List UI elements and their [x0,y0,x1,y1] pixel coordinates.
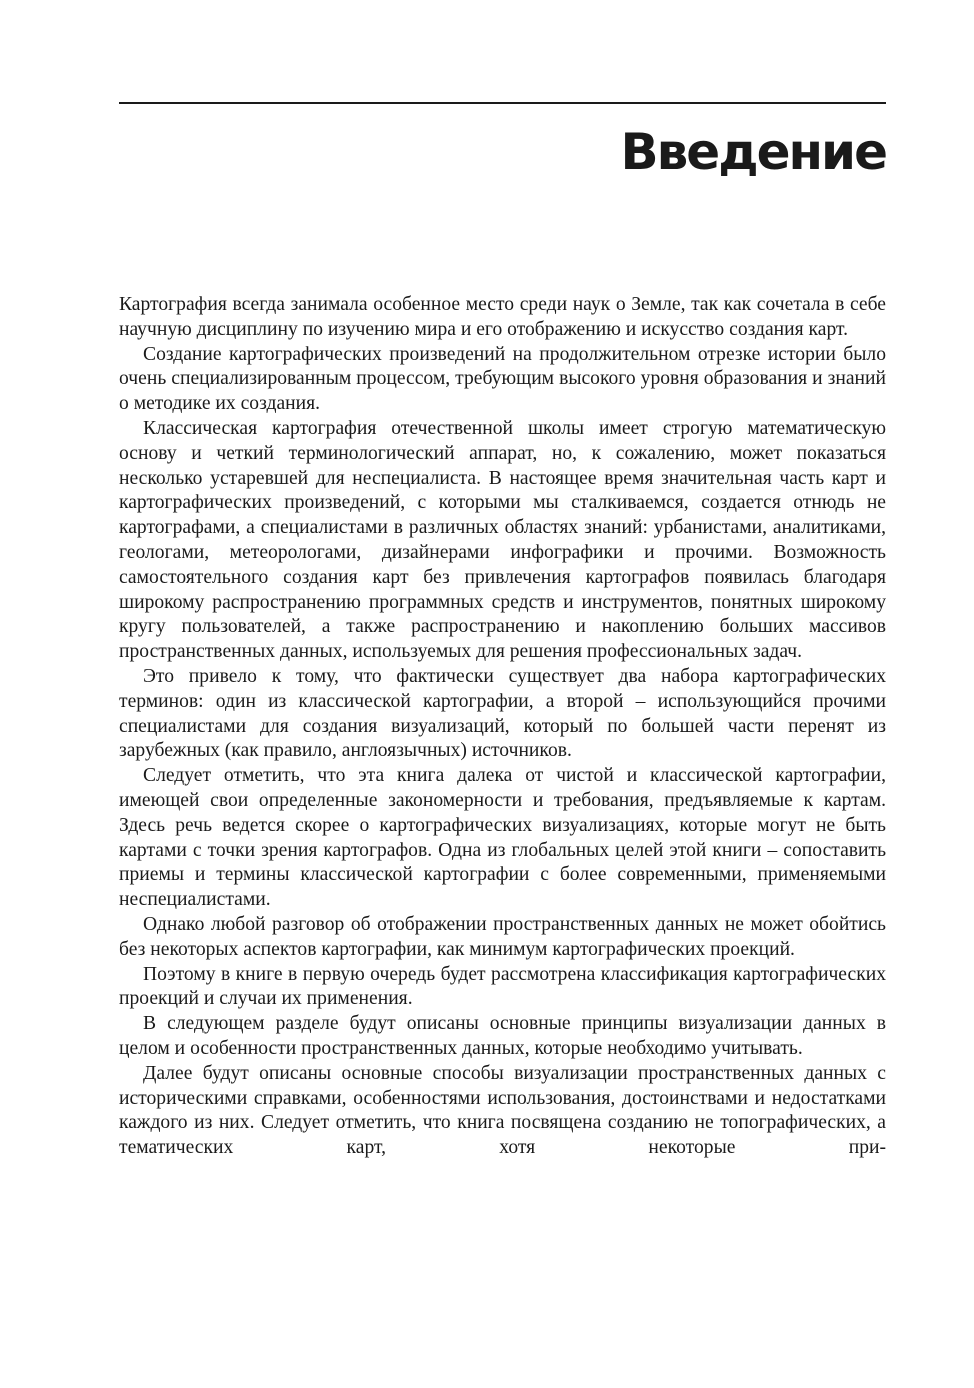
paragraph: Поэтому в книге в первую очередь будет рассмотрена классификация картографических проекций и случаи их применения. [119,963,886,1010]
paragraph: Далее будут описаны основные способы визуализации пространственных данных с историческими справками, особенностями использования, достоинствами и недостатками каждого из них. Следует отметить, что книга посвящена созданию не топографических, а тематических карт, хотя некоторые при- [119,1062,886,1159]
chapter-title: Введение [620,123,886,181]
paragraph: Создание картографических произведений на продолжительном отрезке истории было очень специализированным процессом, требующим высокого уровня образования и знаний о методике их создания. [119,343,886,415]
paragraph: В следующем разделе будут описаны основные принципы визуализации данных в целом и особенности пространственных данных, которые необходимо учитывать. [119,1013,886,1059]
paragraph: Следует отметить, что эта книга далека от чистой и классической картографии, имеющей свои определенные закономерности и требования, предъявляемые к картам. Здесь речь ведется скорее о картографических визуализациях, которые могут не быть картами с точки зрения картографов. Одна из глобальных целей этой книги – сопоставить приемы и термины классической картографии с более современными, применяемыми неспециалистами. [119,765,886,911]
chapter-top-rule [119,102,886,104]
paragraph: Картография всегда занимала особенное место среди наук о Земле, так как сочетала в себе научную дисциплину по изучению мира и его отображению и искусство создания карт. [119,294,886,340]
chapter-body [119,293,886,1161]
paragraph: Это привело к тому, что фактически существует два набора картографических терминов: один из классической картографии, а второй – использующийся прочими специалистами для создания визуализаций, который по большей части перенят из зарубежных (как правило, англоязычных) источников. [119,665,886,762]
paragraph: Однако любой разговор об отображении пространственных данных не может обойтись без некоторых аспектов картографии, как минимум картографических проекций. [119,913,886,960]
paragraph: Классическая картография отечественной школы имеет строгую математическую основу и четкий терминологический аппарат, но, к сожалению, может показаться несколько устаревшей для неспециалиста. В настоящее время значительная часть карт и картографических произведений, с которыми мы сталкиваемся, создается отнюдь не картографами, а специалистами в различных областях знаний: урбанистами, аналитиками, геологами, метеорологами, дизайнерами инфографики и прочими. Возможность самостоятельного создания карт без привлечения картографов появилась благодаря широкому распространению программных средств и инструментов, понятных широкому кругу пользователей, а также распространению и накоплению больших массивов пространственных данных, используемых для решения профессиональных задач. [119,417,886,663]
